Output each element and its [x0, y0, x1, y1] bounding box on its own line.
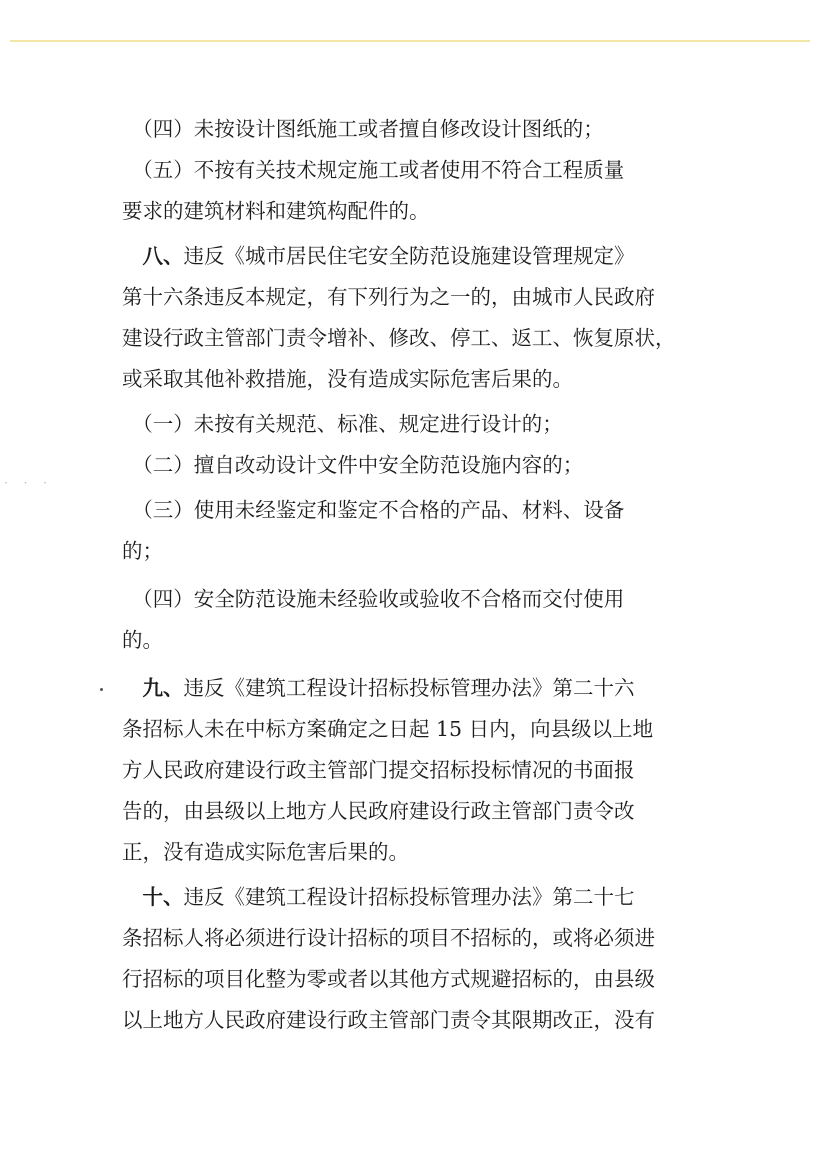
paragraph-section-10 [122, 877, 700, 1041]
text-line: （四）未按设计图纸施工或者擅自修改设计图纸的； [122, 117, 604, 141]
document-body [122, 109, 700, 1041]
text-line: 的； [122, 539, 163, 563]
text-line [122, 877, 700, 918]
paragraph-section-8 [122, 236, 700, 400]
text-line: 的。 [122, 628, 163, 652]
paragraph-item-4-drawings [122, 109, 700, 150]
paragraph-section-9 [122, 668, 700, 873]
text-line-content: 违反《建筑工程设计招标投标管理办法》第二十七 [183, 885, 635, 909]
paragraph-item-2-modify [122, 445, 700, 486]
text-line: 方人民政府建设行政主管部门提交招标投标情况的书面报 [122, 758, 635, 782]
text-line [122, 668, 700, 709]
text-line: 告的，由县级以上地方人民政府建设行政主管部门责令改 [122, 799, 635, 823]
section-number: 九、 [122, 676, 184, 700]
text-line: 正，没有造成实际危害后果的。 [122, 840, 409, 864]
scan-artifact-dot [100, 688, 103, 691]
text-line: 条招标人未在中标方案确定之日起 15 日内，向县级以上地 [122, 717, 654, 741]
text-line: 条招标人将必须进行设计招标的项目不招标的，或将必须进 [122, 926, 655, 950]
text-line: （一）未按有关规范、标准、规定进行设计的； [122, 412, 563, 436]
section-number: 八、 [122, 244, 184, 268]
text-line: （四）安全防范设施未经验收或验收不合格而交付使用 [122, 587, 625, 611]
scan-artifact: · · · [4, 476, 54, 490]
section-number: 十、 [122, 885, 184, 909]
text-line: （五）不按有关技术规定施工或者使用不符合工程质量 [122, 158, 625, 182]
paragraph-item-5-standards [122, 150, 700, 232]
paragraph-item-4-acceptance [122, 579, 700, 661]
text-line: 第十六条违反本规定，有下列行为之一的，由城市人民政府 [122, 285, 655, 309]
text-line: 以上地方人民政府建设行政主管部门责令其限期改正，没有 [122, 1008, 655, 1032]
text-line: 要求的建筑材料和建筑构配件的。 [122, 199, 430, 223]
text-line-content: 违反《城市居民住宅安全防范设施建设管理规定》 [183, 244, 635, 268]
text-line [122, 236, 700, 277]
paragraph-item-1-design [122, 404, 700, 445]
text-line: （三）使用未经鉴定和鉴定不合格的产品、材料、设备 [122, 498, 625, 522]
text-line: 行招标的项目化整为零或者以其他方式规避招标的，由县级 [122, 967, 655, 991]
text-line: 建设行政主管部门责令增补、修改、停工、返工、恢复原状， [122, 326, 676, 350]
paragraph-item-3-products [122, 490, 700, 572]
text-line: 或采取其他补救措施，没有造成实际危害后果的。 [122, 367, 573, 391]
text-line: （二）擅自改动设计文件中安全防范设施内容的； [122, 453, 584, 477]
text-line-content: 违反《建筑工程设计招标投标管理办法》第二十六 [183, 676, 635, 700]
header-rule [10, 40, 810, 42]
